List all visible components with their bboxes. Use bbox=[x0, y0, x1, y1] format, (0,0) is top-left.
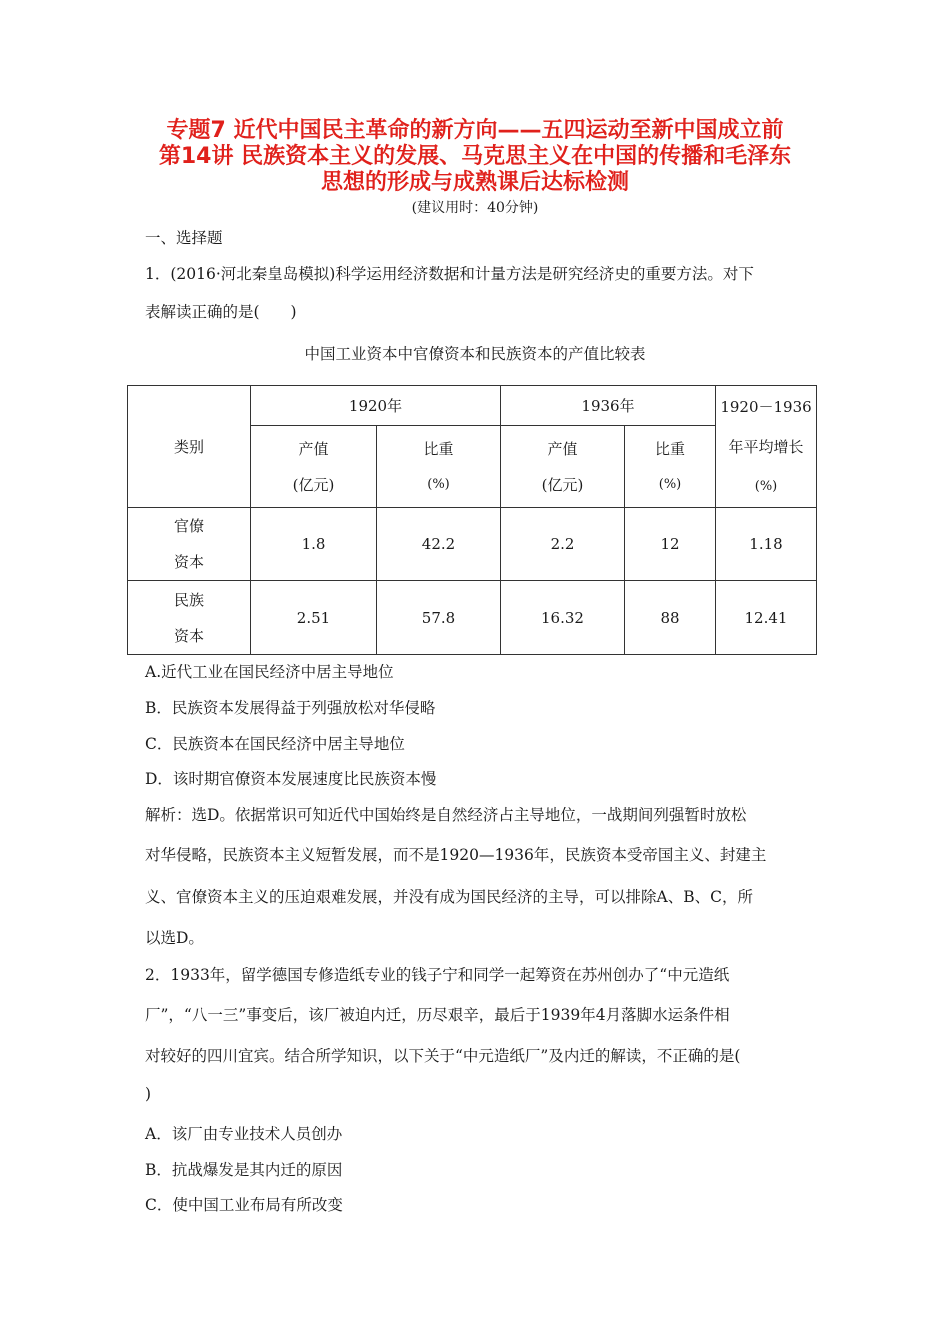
table-caption: 中国工业资本中官僚资本和民族资本的产值比较表 bbox=[304, 345, 646, 363]
q2-stem-line-1: 2．1933年，留学德国专修造纸专业的钱子宁和同学一起筹资在苏州创办了“中元造纸 bbox=[145, 966, 730, 984]
value-share-1936: 88 bbox=[625, 581, 716, 655]
value-output-1920: 1.8 bbox=[251, 508, 377, 581]
header-share-1920 bbox=[377, 426, 501, 508]
value-growth: 12.41 bbox=[716, 581, 817, 655]
row-name-line-1: 民族 bbox=[173, 590, 204, 609]
q2-stem-line-2: 厂”，“八一三”事变后，该厂被迫内迁，历尽艰辛，最后于1939年4月落脚水运条件相 bbox=[145, 1006, 730, 1024]
header-year-1936: 1936年 bbox=[501, 386, 716, 426]
header-growth-line-3: (%) bbox=[754, 478, 778, 494]
value-share-1936: 12 bbox=[625, 508, 716, 581]
row-name bbox=[128, 508, 251, 581]
q1-analysis-line-4: 以选D。 bbox=[145, 929, 204, 947]
q2-stem-line-4: ) bbox=[145, 1085, 152, 1103]
q1-analysis-line-2: 对华侵略，民族资本主义短暂发展，而不是1920—1936年，民族资本受帝国主义、封建主 bbox=[145, 846, 767, 864]
title-line-3: 思想的形成与成熟课后达标检测 bbox=[320, 170, 629, 195]
header-growth-line-1: 1920－1936 bbox=[720, 397, 812, 416]
q1-option-b: B．民族资本发展得益于列强放松对华侵略 bbox=[145, 699, 436, 717]
value-share-1920: 42.2 bbox=[377, 508, 501, 581]
row-name-line-2: 资本 bbox=[173, 553, 204, 571]
header-growth-line-2: 年平均增长 bbox=[728, 437, 804, 456]
row-name bbox=[128, 581, 251, 655]
q1-analysis-line-3: 义、官僚资本主义的压迫艰难发展，并没有成为国民经济的主导，可以排除A、B、C，所 bbox=[145, 888, 753, 906]
q1-option-a: A.近代工业在国民经济中居主导地位 bbox=[145, 663, 394, 681]
header-share-1936 bbox=[625, 426, 716, 508]
value-growth: 1.18 bbox=[716, 508, 817, 581]
share-label: 比重 bbox=[654, 439, 685, 458]
share-unit: (%) bbox=[658, 476, 682, 492]
q2-option-c: C．使中国工业布局有所改变 bbox=[145, 1196, 343, 1214]
table-row bbox=[128, 508, 817, 581]
title-line-1: 专题7 近代中国民主革命的新方向——五四运动至新中国成立前 bbox=[166, 118, 784, 143]
value-output-1920: 2.51 bbox=[251, 581, 377, 655]
q1-stem-line-2: 表解读正确的是( ) bbox=[145, 303, 297, 321]
header-growth bbox=[716, 386, 817, 508]
header-output-1936 bbox=[501, 426, 625, 508]
output-label: 产值 bbox=[298, 439, 329, 458]
title-block bbox=[100, 118, 850, 218]
q1-analysis-line-1: 解析：选D。依据常识可知近代中国始终是自然经济占主导地位，一战期间列强暂时放松 bbox=[145, 806, 747, 824]
output-comparison-table bbox=[127, 385, 817, 655]
table-row bbox=[128, 581, 817, 655]
row-name-line-2: 资本 bbox=[173, 626, 204, 645]
output-label: 产值 bbox=[547, 439, 578, 458]
section-heading: 一、选择题 bbox=[145, 229, 223, 247]
q1-stem-line-1: 1．(2016·河北秦皇岛模拟)科学运用经济数据和计量方法是研究经济史的重要方法。对下 bbox=[145, 265, 754, 283]
q1-option-c: C．民族资本在国民经济中居主导地位 bbox=[145, 735, 405, 753]
q2-option-a: A．该厂由专业技术人员创办 bbox=[145, 1125, 343, 1143]
header-category: 类别 bbox=[128, 386, 251, 508]
value-share-1920: 57.8 bbox=[377, 581, 501, 655]
suggested-time: (建议用时：40分钟) bbox=[411, 200, 539, 216]
value-output-1936: 16.32 bbox=[501, 581, 625, 655]
header-year-1920: 1920年 bbox=[251, 386, 501, 426]
q2-option-b: B．抗战爆发是其内迁的原因 bbox=[145, 1161, 343, 1179]
share-unit: (%) bbox=[427, 476, 450, 492]
header-output-1920 bbox=[251, 426, 377, 508]
output-unit: (亿元) bbox=[541, 475, 584, 494]
q1-option-d: D．该时期官僚资本发展速度比民族资本慢 bbox=[145, 770, 437, 788]
q2-stem-line-3: 对较好的四川宜宾。结合所学知识，以下关于“中元造纸厂”及内迁的解读，不正确的是( bbox=[145, 1047, 741, 1065]
value-output-1936: 2.2 bbox=[501, 508, 625, 581]
share-label: 比重 bbox=[423, 439, 454, 458]
row-name-line-1: 官僚 bbox=[173, 517, 204, 535]
title-line-2: 第14讲 民族资本主义的发展、马克思主义在中国的传播和毛泽东 bbox=[158, 144, 792, 169]
output-unit: (亿元) bbox=[292, 475, 335, 494]
